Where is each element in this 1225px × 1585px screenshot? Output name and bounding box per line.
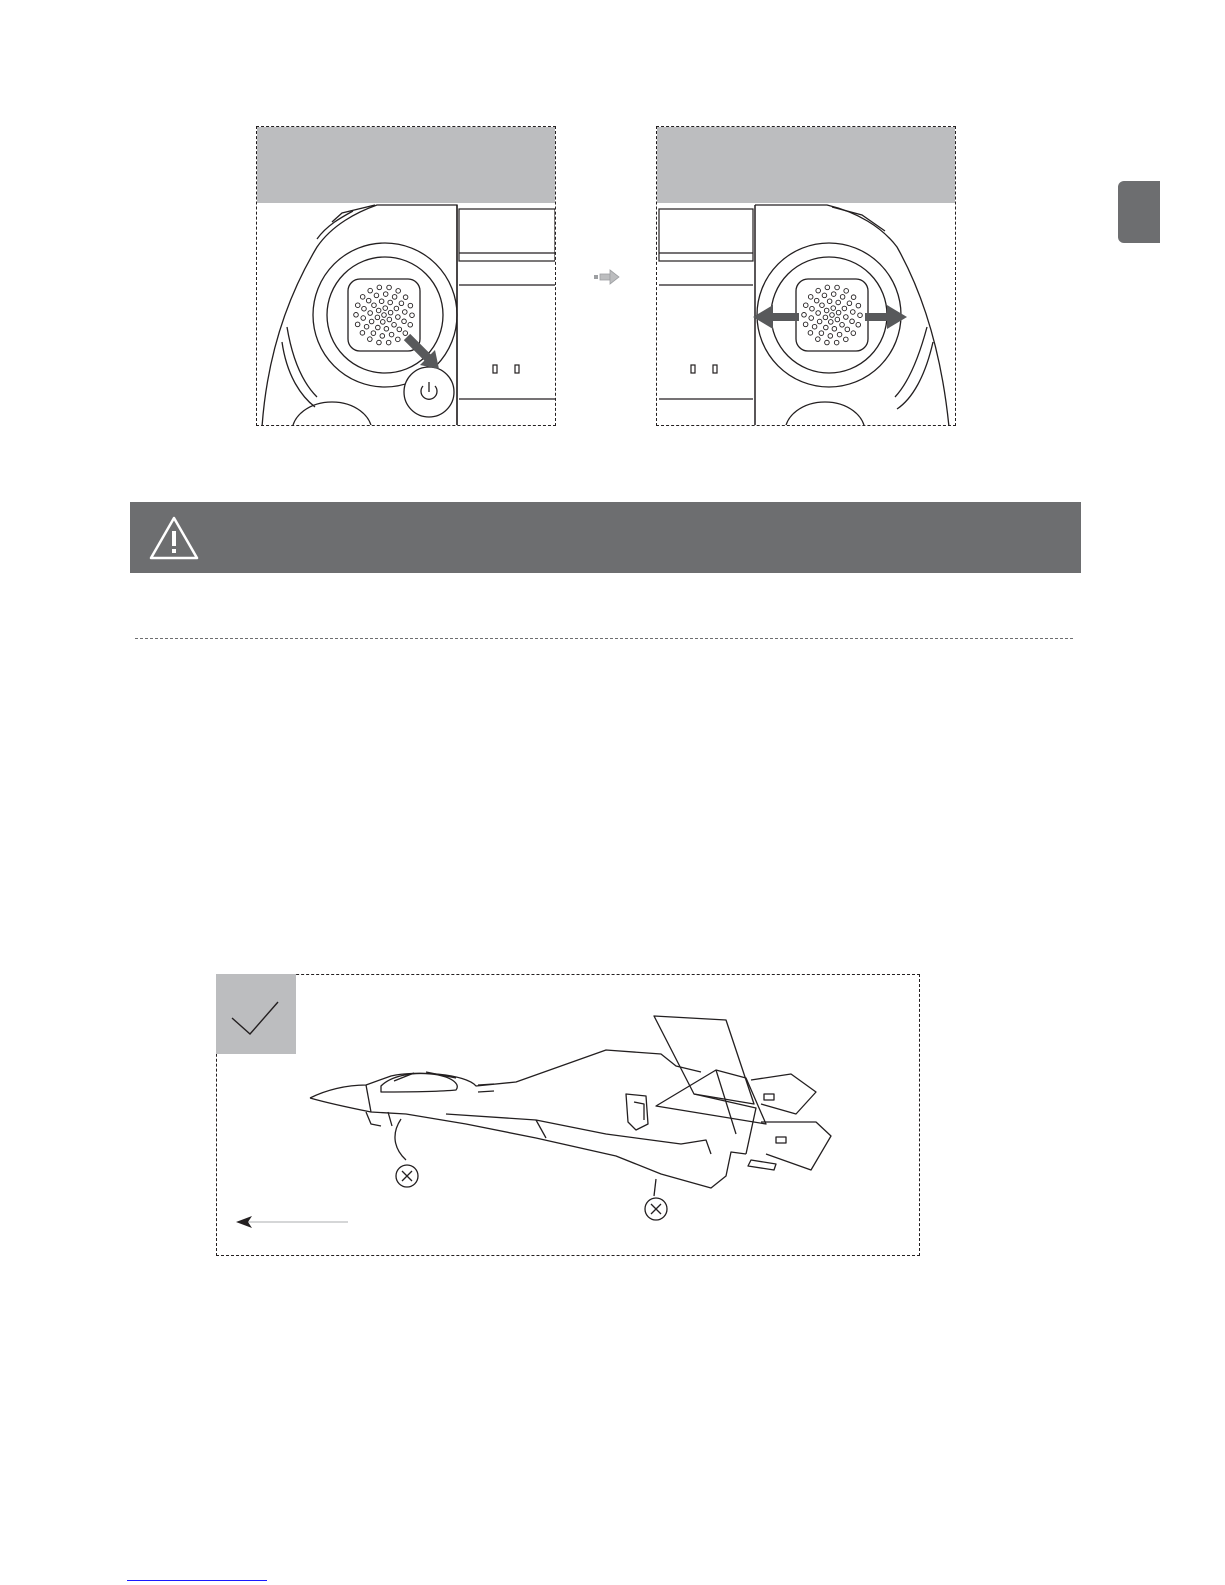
grip-dot [371,331,376,336]
grip-dot [822,293,827,298]
grip-dot [810,306,815,311]
grip-dot [361,316,366,321]
grip-dot [355,303,360,308]
grip-dot [380,320,385,325]
grip-dot [360,331,365,336]
grip-dot [825,340,830,345]
grip-dot [376,308,381,313]
grip-dot [850,310,855,315]
plane-drawing [216,974,920,1256]
grip-dot [836,300,841,305]
grip-dot [408,303,413,308]
grip-dot [836,310,841,315]
warning-triangle-icon [148,515,200,561]
grip-dot [844,337,849,342]
grip-dot [844,289,849,294]
grip-dot [802,312,807,317]
grip-dot [847,301,852,306]
grip-dot [387,285,392,290]
grip-dot [387,317,392,322]
grip-dot [842,306,847,311]
grip-dot [399,301,404,306]
check-icon [232,1002,278,1034]
grip-dot [803,322,808,327]
grip-dot [844,315,849,320]
grip-dot [808,331,813,336]
grip-dot [379,299,384,304]
grip-dot [403,331,408,336]
grip-dot [403,295,408,300]
grip-dot [837,332,842,337]
grip-dot [410,313,415,318]
grip-dot [808,295,813,300]
grip-dot [828,320,833,325]
grip-dot [386,340,391,345]
grip-dot [402,310,407,315]
grip-dot [823,315,828,320]
grip-dot [396,337,401,342]
grip-dot [354,312,359,317]
grip-dot [858,313,863,318]
move-left-arrow-icon [753,305,799,329]
grip-dot [819,331,824,336]
grip-dot [824,308,829,313]
grip-dot [396,289,401,294]
grip-dot [835,317,840,322]
stick-grip-pattern [802,285,863,345]
grip-dot [845,327,850,332]
grip-dot [828,334,833,339]
grip-dot [816,288,821,293]
grip-dot [832,326,837,331]
grip-dot [817,319,822,324]
grip-dot [840,322,845,327]
grip-dot [388,300,393,305]
grip-dot [392,322,397,327]
grip-dot [814,298,819,303]
grip-dot [408,322,413,327]
grip-dot [856,322,861,327]
grip-dot [383,306,388,311]
grip-dot [376,325,381,330]
grip-dot [377,285,382,290]
grip-dot [840,295,845,300]
grip-dot [394,306,399,311]
grip-dot [368,337,373,342]
grip-dot [377,340,382,345]
stick-grip-pattern [354,285,415,345]
grip-dot [809,316,814,321]
remote-left-drawing [257,127,556,426]
grip-dot [368,288,373,293]
footer-link-underline [127,1580,267,1581]
grip-dot [388,310,393,315]
grip-dot [362,306,367,311]
grip-dot [369,319,374,324]
grip-dot [372,303,377,308]
section-tab [1118,181,1160,243]
grip-dot [856,303,861,308]
arrow-right-icon [592,268,624,286]
grip-dot [831,292,836,297]
grip-dot [851,295,856,300]
grip-dot [382,313,387,318]
illustration-move-stick [656,126,956,426]
grip-dot [850,319,855,324]
grip-dot [816,337,821,342]
grip-dot [397,327,402,332]
grip-dot [825,285,830,290]
grip-dot [827,299,832,304]
grip-dot [803,303,808,308]
grip-dot [812,324,817,329]
grip-dot [380,334,385,339]
grip-dot [384,326,389,331]
arrow-left-icon [236,1216,348,1228]
grip-dot [375,315,380,320]
illustration-press-stick [256,126,556,426]
grip-dot [831,306,836,311]
grip-dot [364,324,369,329]
grip-dot [374,293,379,298]
grip-dot [816,311,821,316]
grip-dot [368,311,373,316]
warning-banner [130,502,1081,573]
grip-dot [392,295,397,300]
grip-dot [830,313,835,318]
grip-dot [824,325,829,330]
grip-dot [366,298,371,303]
grip-dot [402,319,407,324]
section-divider [135,638,1073,639]
grip-dot [360,295,365,300]
grip-dot [355,322,360,327]
grip-dot [834,340,839,345]
grip-dot [851,331,856,336]
remote-right-drawing [657,127,956,426]
grip-dot [383,292,388,297]
grip-dot [835,285,840,290]
grip-dot [396,315,401,320]
press-arrow-icon [407,337,439,369]
grip-dot [820,303,825,308]
grip-dot [389,332,394,337]
